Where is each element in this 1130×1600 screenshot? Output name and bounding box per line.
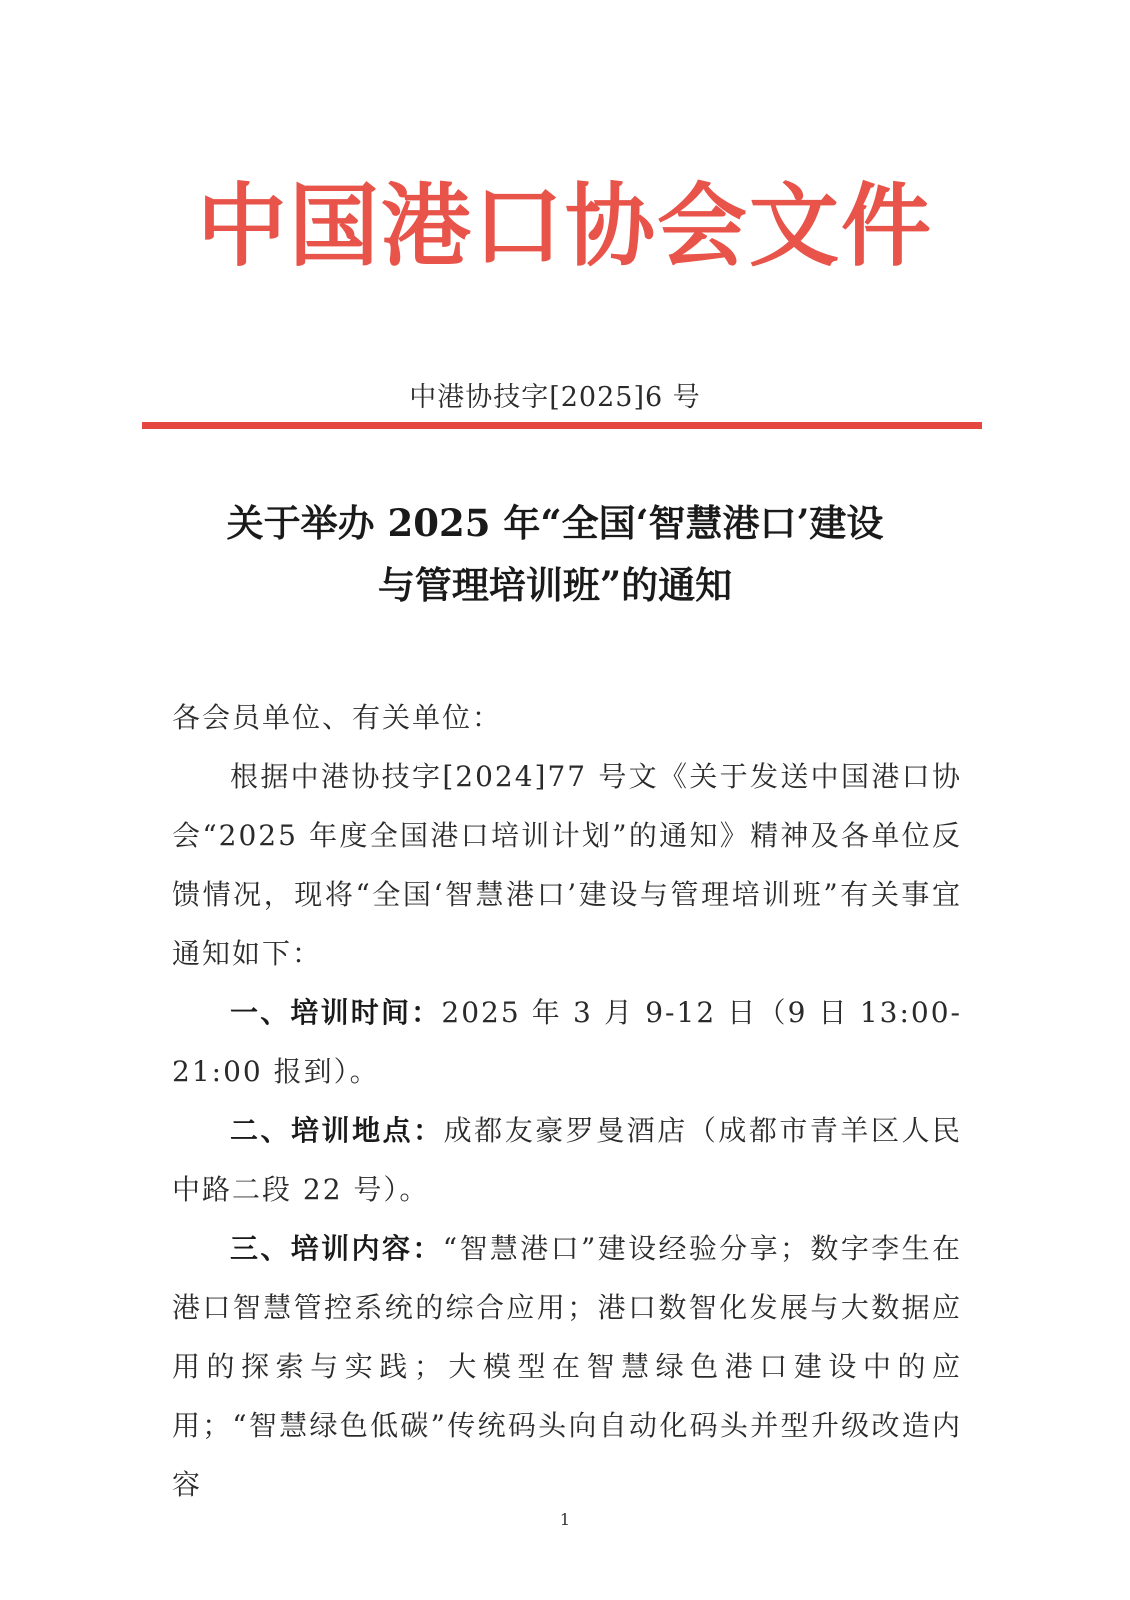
section-text: 成都友豪罗曼酒店（成都市青羊区人民中路二段 22 号）。 (172, 1114, 962, 1206)
notice-title (120, 492, 990, 616)
section-heading: 三、培训内容： (230, 1232, 443, 1265)
section-training-location (172, 1101, 962, 1219)
intro-paragraph: 根据中港协技字[2024]77 号文《关于发送中国港口协会“2025 年度全国港口培训计划”的通知》精神及各单位反馈情况，现将“全国‘智慧港口’建设与管理培训班”有关事宜通知如下： (172, 760, 962, 970)
section-training-content (172, 1219, 962, 1514)
notice-title-line-2: 与管理培训班”的通知 (377, 563, 733, 607)
masthead-title: 中国港口协会文件 (197, 174, 933, 279)
notice-title-line-1: 关于举办 2025 年“全国‘智慧港口’建设 (226, 501, 884, 545)
section-training-time (172, 983, 962, 1101)
notice-body (172, 688, 962, 1514)
section-text: “智慧港口”建设经验分享；数字李生在港口智慧管控系统的综合应用；港口数智化发展与大数据应用的探索与实践；大模型在智慧绿色港口建设中的应用；“智慧绿色低碳”传统码头向自动化码头并型升级改造内容 (172, 1232, 962, 1501)
section-heading: 一、培训时间： (230, 996, 442, 1029)
salutation: 各会员单位、有关单位： (172, 701, 503, 734)
section-text: 2025 年 3 月 9-12 日（9 日 13:00-21:00 报到）。 (172, 996, 962, 1088)
red-divider-line (142, 422, 982, 429)
document-number: 中港协技字[2025]6 号 (409, 382, 701, 413)
page-number: 1 (559, 1510, 571, 1529)
section-heading: 二、培训地点： (230, 1114, 444, 1147)
